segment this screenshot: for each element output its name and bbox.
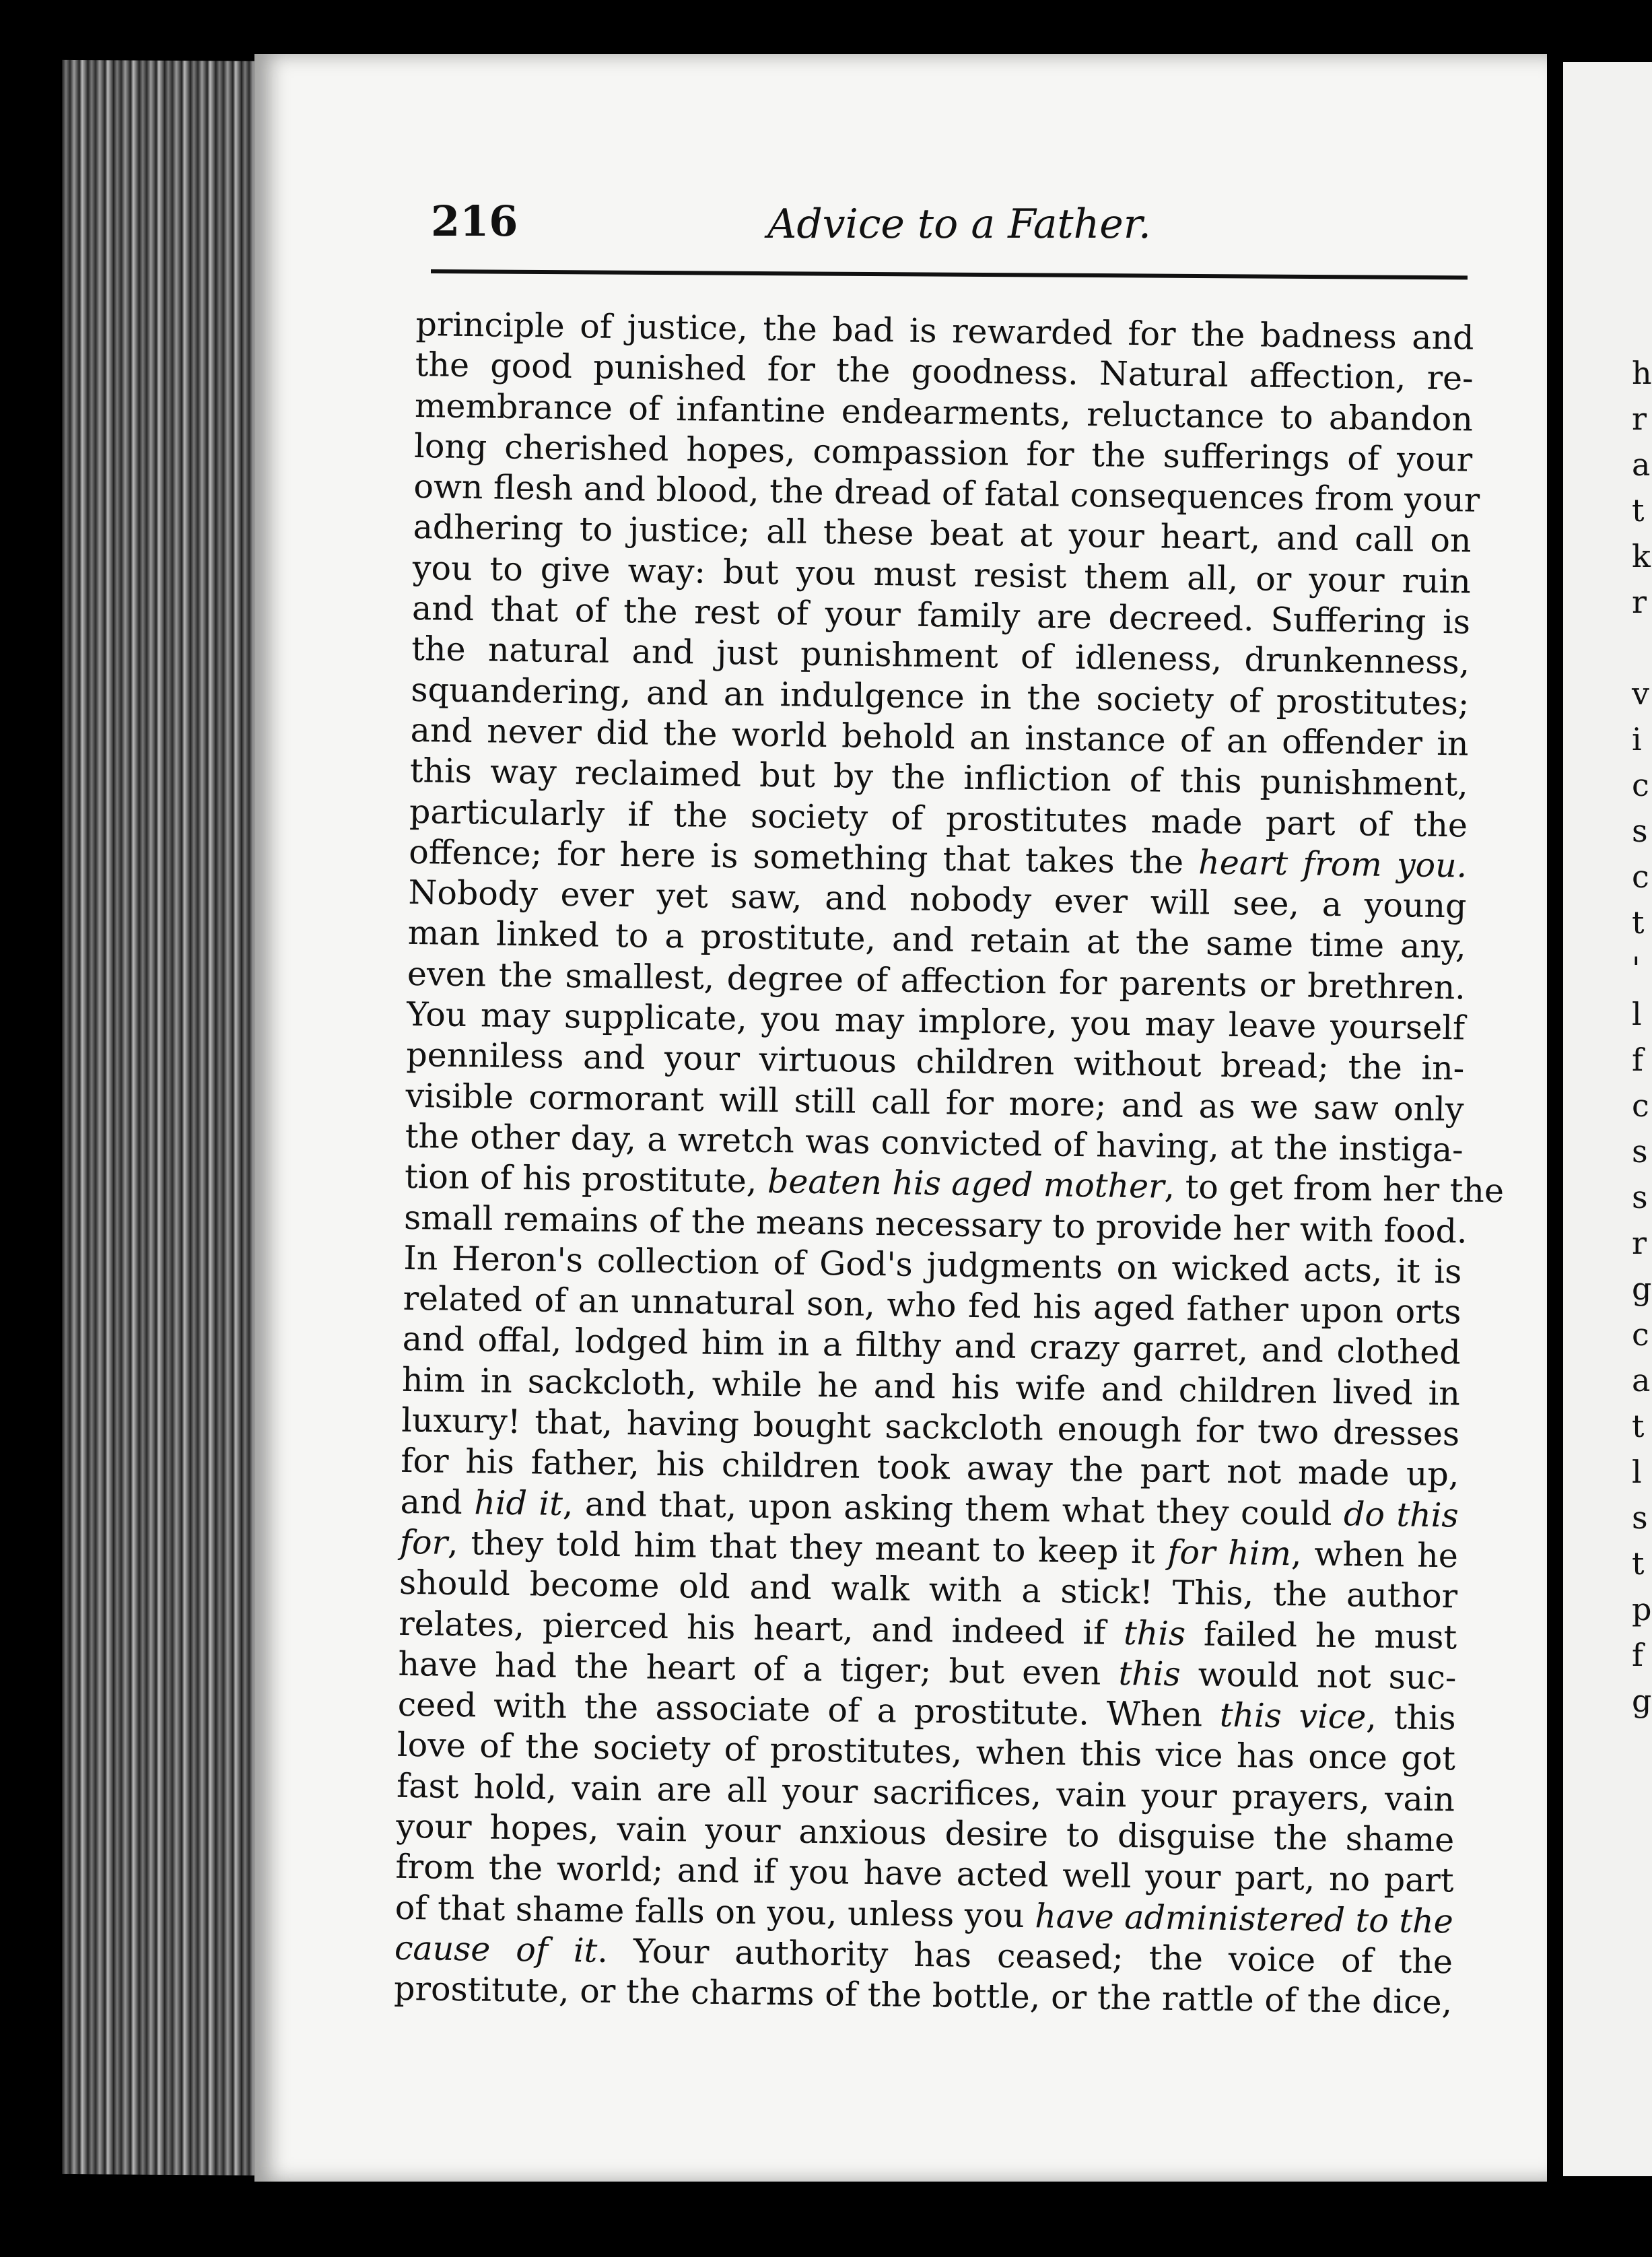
text-run: ceed with the associate of a prostitute. When	[397, 1685, 1220, 1734]
text-run: luxury! that, having bought sackcloth enough for two dresses	[401, 1401, 1460, 1454]
text-run: , this	[1365, 1697, 1457, 1738]
facing-page-letters	[1632, 350, 1652, 1724]
text-run: membrance of infantine endearments, reluctance to abandon	[414, 386, 1474, 439]
facing-page-letter: a	[1632, 446, 1651, 483]
facing-page-letter: g	[1632, 1271, 1652, 1307]
page-header	[431, 197, 1468, 257]
facing-page-letter: r	[1632, 401, 1647, 437]
italic-run: do this	[1343, 1494, 1459, 1535]
italic-run: cause of it	[394, 1928, 598, 1970]
facing-page-letter: f	[1632, 1042, 1644, 1078]
text-run: squandering, and an indulgence in the society of prostitutes;	[411, 670, 1470, 723]
text-run: failed he must	[1185, 1614, 1457, 1656]
text-run: visible cormorant will still call for more; and as we saw only	[405, 1076, 1464, 1129]
text-run: the good punished for the goodness. Natural affection, re-	[415, 345, 1474, 398]
text-run: for his father, his children took away the part not made up,	[401, 1442, 1459, 1494]
text-run: small remains of the means necessary to provide her with food.	[403, 1198, 1468, 1251]
facing-page-letter: t	[1632, 1408, 1645, 1444]
text-run: have had the heart of a tiger; but even	[398, 1644, 1119, 1693]
text-run: You may supplicate, you may implore, you may leave yourself	[406, 995, 1466, 1048]
facing-page-letter: s	[1632, 1500, 1648, 1536]
text-run: him in sackcloth, while he and his wife and children lived in	[401, 1360, 1461, 1413]
text-run: the other day, a wretch was convicted of having, at the instiga-	[405, 1116, 1464, 1170]
facing-page-letter: s	[1632, 813, 1648, 849]
facing-page-letter: l	[1632, 996, 1642, 1032]
facing-page-letter: c	[1632, 767, 1649, 803]
facing-page-letter: h	[1632, 355, 1652, 391]
facing-page-letter: s	[1632, 1179, 1648, 1215]
facing-page-letter: c	[1632, 858, 1649, 895]
text-run: . Your authority has ceased; the voice of the	[596, 1931, 1453, 1982]
text-run: and offal, lodged him in a filthy and crazy garret, and clothed	[402, 1320, 1461, 1372]
facing-page-letter: c	[1632, 1087, 1649, 1124]
text-run: long cherished hopes, compassion for the sufferings of your	[413, 426, 1473, 479]
page-number: 216	[431, 197, 518, 246]
text-run: love of the society of prostitutes, when this vice has once got	[397, 1726, 1456, 1778]
facing-page-letter: s	[1632, 1133, 1648, 1170]
text-run: prostitute, or the charms of the bottle, or the rattle of the dice,	[393, 1969, 1453, 2022]
italic-run: for him	[1167, 1532, 1292, 1574]
text-run: even the smallest, degree of affection for parents or brethren.	[407, 954, 1466, 1007]
text-run: relates, pierced his heart, and indeed if	[398, 1604, 1124, 1652]
facing-page-letter: t	[1632, 1545, 1645, 1582]
italic-run: hid it	[474, 1483, 563, 1523]
text-run: Nobody ever yet saw, and nobody ever will see, a young	[408, 873, 1467, 926]
facing-page-letter: r	[1632, 1225, 1647, 1261]
text-run: would not suc-	[1180, 1654, 1457, 1697]
text-run: from the world; and if you have acted well your part, no part	[395, 1848, 1454, 1900]
text-run: related of an unnatural son, who fed his aged father upon orts	[403, 1279, 1461, 1332]
facing-page-letter	[1632, 625, 1652, 671]
facing-page-letter: '	[1632, 950, 1641, 986]
text-run: your hopes, vain your anxious desire to disguise the shame	[396, 1807, 1455, 1860]
text-run: should become old and walk with a stick! This, the author	[399, 1563, 1458, 1616]
text-run: and that of the rest of your family are decreed. Suffering is	[411, 589, 1471, 642]
facing-page-letter: r	[1632, 584, 1647, 620]
text-run: and never did the world behold an instance of an offender in	[410, 710, 1469, 764]
page-edges	[62, 60, 284, 2176]
text-run: principle of justice, the bad is rewarded for the badness and	[415, 304, 1474, 358]
text-run: offence; for here is something that takes the	[408, 832, 1199, 882]
text-run: fast hold, vain are all your sacrifices, vain your prayers, vain	[396, 1766, 1455, 1819]
facing-page-letter: t	[1632, 492, 1645, 529]
facing-page-letter: v	[1632, 675, 1649, 712]
italic-run: have administered to the	[1034, 1896, 1454, 1941]
text-run: particularly if the society of prostitutes made part of the	[409, 792, 1468, 845]
text-run: the natural and just punishment of idleness, drunkenness,	[411, 630, 1470, 682]
running-title: Advice to a Father.	[767, 201, 1151, 248]
text-run: In Heron's collection of God's judgments on wicked acts, it is	[403, 1238, 1462, 1291]
text-run: tion of his prostitute,	[404, 1157, 768, 1201]
text-run: , to get from her the	[1164, 1167, 1505, 1211]
facing-page-letter: t	[1632, 904, 1645, 941]
facing-page-letter: k	[1632, 538, 1651, 574]
facing-page-letter: p	[1632, 1591, 1652, 1627]
body-text	[393, 304, 1505, 2023]
italic-run: heart from you.	[1198, 843, 1468, 885]
text-run: , they told him that they meant to keep it	[447, 1523, 1168, 1572]
facing-page-letter: l	[1632, 1454, 1642, 1490]
italic-run: this	[1118, 1654, 1181, 1693]
facing-page-letter: c	[1632, 1316, 1649, 1353]
text-run: man linked to a prostitute, and retain at the same time any,	[407, 914, 1467, 966]
italic-run: this	[1123, 1613, 1186, 1653]
text-run: adhering to justice; all these beat at your heart, and call on	[413, 508, 1472, 561]
facing-page-letter: a	[1632, 1362, 1651, 1399]
facing-page-letter: g	[1632, 1683, 1652, 1719]
text-run: penniless and your virtuous children without bread; the in-	[406, 1036, 1465, 1088]
text-run: this way reclaimed but by the infliction of this punishment,	[409, 751, 1469, 804]
facing-page-letter: f	[1632, 1637, 1644, 1673]
text-run: you to give way: but you must resist them all, or your ruin	[412, 548, 1472, 601]
text-run: and	[400, 1482, 475, 1522]
text-run: , and that, upon asking them what they could	[562, 1484, 1344, 1533]
text-run: own flesh and blood, the dread of fatal consequences from your	[413, 467, 1480, 520]
text-run: of that shame falls on you, unless you	[394, 1888, 1035, 1935]
italic-run: for	[399, 1522, 448, 1562]
text-run: , when he	[1290, 1535, 1459, 1576]
facing-page-letter: i	[1632, 721, 1642, 757]
italic-run: this vice	[1219, 1695, 1367, 1737]
italic-run: beaten his aged mother	[767, 1162, 1165, 1206]
